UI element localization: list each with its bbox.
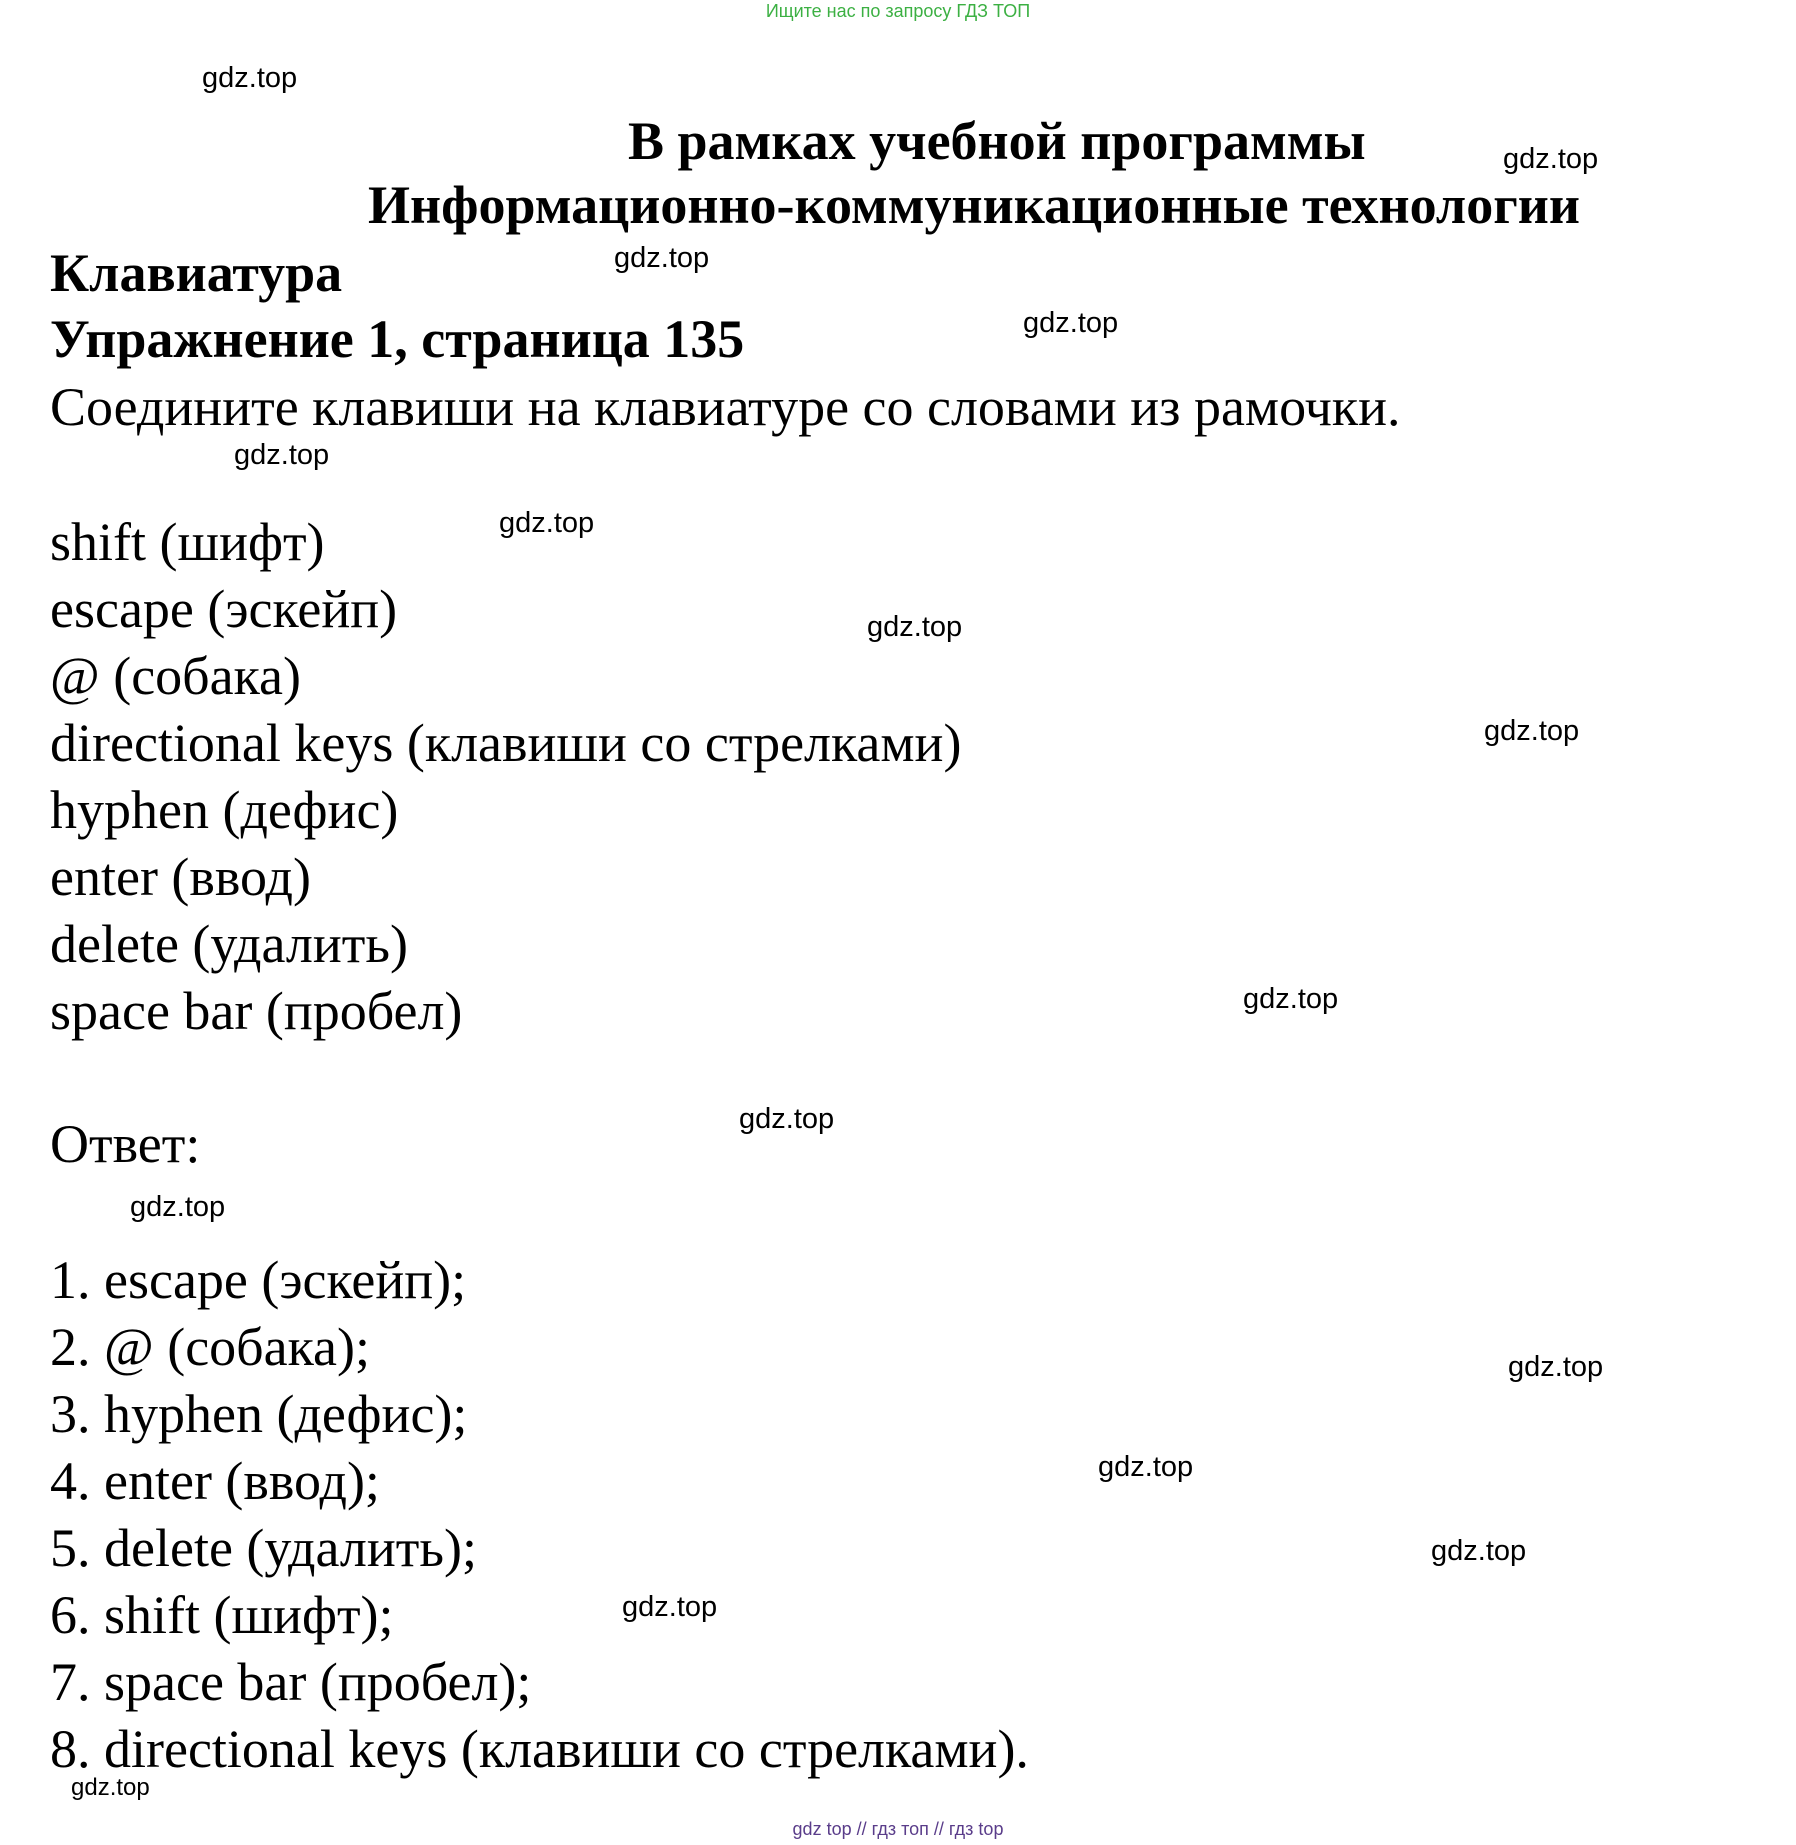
word-item: directional keys (клавиши со стрелками) xyxy=(50,713,962,773)
top-banner[interactable]: Ищите нас по запросу ГДЗ ТОП xyxy=(765,1,1031,21)
answer-item: 2. @ (собака); xyxy=(50,1317,370,1377)
word-item: hyphen (дефис) xyxy=(50,780,399,840)
watermark: gdz.top xyxy=(1431,1535,1527,1567)
watermark: gdz.top xyxy=(614,242,710,274)
answer-item: 1. escape (эскейп); xyxy=(50,1250,467,1310)
watermark: gdz.top xyxy=(234,439,330,471)
answer-item: 3. hyphen (дефис); xyxy=(50,1384,468,1444)
watermark: gdz.top xyxy=(1023,307,1119,339)
word-item: delete (удалить) xyxy=(50,914,408,974)
watermark: gdz.top xyxy=(622,1591,718,1623)
task-text: Соедините клавиши на клавиатуре со словами из рамочки. xyxy=(50,377,1401,437)
answer-item: 8. directional keys (клавиши со стрелками). xyxy=(50,1719,1029,1779)
watermark: gdz.top xyxy=(71,1774,150,1801)
watermark: gdz.top xyxy=(1503,143,1599,175)
bottom-banner[interactable]: gdz top // гдз топ // гдз top xyxy=(792,1819,1004,1839)
answer-item: 7. space bar (пробел); xyxy=(50,1652,532,1712)
word-item: @ (собака) xyxy=(50,646,301,706)
watermark: gdz.top xyxy=(739,1103,835,1135)
watermark: gdz.top xyxy=(499,507,595,539)
word-item: enter (ввод) xyxy=(50,847,311,907)
answer-item: 4. enter (ввод); xyxy=(50,1451,380,1511)
topic-heading: Клавиатура xyxy=(50,243,343,303)
watermark: gdz.top xyxy=(202,62,298,94)
word-item: shift (шифт) xyxy=(50,512,325,572)
watermark: gdz.top xyxy=(1484,715,1580,747)
watermark: gdz.top xyxy=(1508,1351,1604,1383)
word-item: space bar (пробел) xyxy=(50,981,463,1041)
word-item: escape (эскейп) xyxy=(50,579,398,639)
watermark: gdz.top xyxy=(130,1191,226,1223)
subject-title: Информационно-коммуникационные технологии xyxy=(368,175,1580,235)
exercise-heading: Упражнение 1, страница 135 xyxy=(50,309,745,369)
watermark: gdz.top xyxy=(867,611,963,643)
answer-item: 6. shift (шифт); xyxy=(50,1585,394,1645)
answer-label: Ответ: xyxy=(50,1114,201,1174)
watermark: gdz.top xyxy=(1098,1451,1194,1483)
program-title: В рамках учебной программы xyxy=(628,111,1366,171)
answer-item: 5. delete (удалить); xyxy=(50,1518,477,1578)
watermark: gdz.top xyxy=(1243,983,1339,1015)
